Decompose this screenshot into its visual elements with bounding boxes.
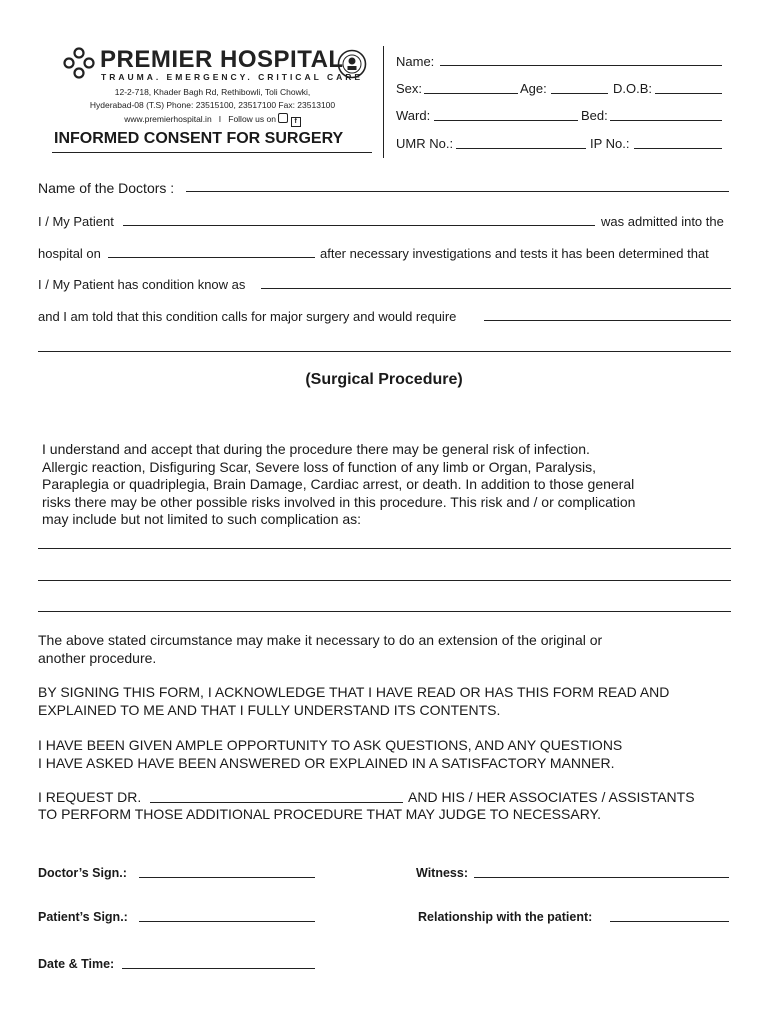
doctor-sign-label: Doctor’s Sign.: [38, 866, 127, 880]
datetime-label: Date & Time: [38, 957, 115, 971]
request-line2: TO PERFORM THOSE ADDITIONAL PROCEDURE THAT MAY JUDGE TO NECESSARY. [38, 806, 601, 822]
hospital-logo-icon [62, 46, 96, 85]
condition-label: I / My Patient has condition know as [38, 277, 246, 292]
bed-label: Bed: [581, 108, 608, 123]
umr-field[interactable] [456, 148, 586, 149]
questions-paragraph: I HAVE BEEN GIVEN AMPLE OPPORTUNITY TO ASK QUESTIONS, AND ANY QUESTIONS I HAVE ASKED HAVE BEEN ANSWERED OR EXPLAINED IN A SATISFACTORY MANNER. [38, 737, 623, 771]
hospital-address-line2: Hyderabad-08 (T.S) Phone: 23515100, 23517100 Fax: 23513100 [89, 100, 336, 110]
hospital-tagline: TRAUMA. EMERGENCY. CRITICAL CARE [101, 72, 364, 82]
witness-field[interactable] [474, 877, 729, 878]
hospital-web-line: www.premierhospital.in I Follow us on f [50, 113, 375, 127]
name-label: Name: [396, 54, 435, 69]
complication-field-1[interactable] [38, 548, 731, 549]
datetime-field[interactable] [122, 968, 315, 969]
ward-field[interactable] [434, 120, 578, 121]
witness-label: Witness: [416, 866, 468, 880]
admitted-label: was admitted into the [601, 214, 724, 229]
complication-field-3[interactable] [38, 611, 731, 612]
patient-sign-label: Patient’s Sign.: [38, 910, 128, 924]
hospital-name: PREMIER HOSPITAL [100, 46, 344, 73]
hospital-website: www.premierhospital.in [124, 114, 212, 124]
investigations-text: after necessary investigations and tests it has been determined that [320, 246, 709, 261]
bed-field[interactable] [610, 120, 722, 121]
surgical-procedure-field[interactable] [38, 351, 731, 352]
umr-label: UMR No.: [396, 136, 454, 151]
surgery-field[interactable] [484, 320, 731, 321]
patient-label: I / My Patient [38, 214, 114, 229]
major-surgery-label: and I am told that this condition calls for major surgery and would require [38, 309, 457, 324]
ip-field[interactable] [634, 148, 722, 149]
doctors-label: Name of the Doctors : [38, 180, 175, 196]
title-underline [52, 152, 372, 153]
request-suffix: AND HIS / HER ASSOCIATES / ASSISTANTS [408, 789, 695, 805]
admission-date-field[interactable] [108, 257, 315, 258]
age-field[interactable] [551, 93, 608, 94]
dob-label: D.O.B: [613, 81, 653, 96]
instagram-icon [278, 113, 288, 123]
acknowledge-paragraph: BY SIGNING THIS FORM, I ACKNOWLEDGE THAT I HAVE READ OR HAS THIS FORM READ AND EXPLAINED TO ME AND THAT I FULLY UNDERSTAND ITS CONTENTS. [38, 684, 670, 718]
patient-name-field[interactable] [123, 225, 595, 226]
condition-field[interactable] [261, 288, 731, 289]
sex-label: Sex: [396, 81, 423, 96]
age-label: Age: [520, 81, 547, 96]
extension-paragraph: The above stated circumstance may make it necessary to do an extension of the original or another procedure. [38, 632, 603, 666]
request-doctor-field[interactable] [150, 802, 403, 803]
procedure-heading: (Surgical Procedure) [305, 371, 463, 388]
header-divider [383, 46, 384, 158]
name-field[interactable] [440, 65, 722, 66]
dob-field[interactable] [655, 93, 722, 94]
request-prefix: I REQUEST DR. [38, 789, 142, 805]
patient-sign-field[interactable] [139, 921, 315, 922]
doctors-field[interactable] [186, 191, 729, 192]
ward-label: Ward: [396, 108, 431, 123]
doctor-sign-field[interactable] [139, 877, 315, 878]
relationship-label: Relationship with the patient: [418, 910, 593, 924]
form-title: INFORMED CONSENT FOR SURGERY [54, 130, 344, 147]
risk-paragraph: I understand and accept that during the procedure there may be general risk of infection. Allergic reaction, Disfiguring Scar, Severe loss of function of any limb or Organ, Paralysis, Paraplegia or quadriplegia, Brain Damage, Cardiac arrest, or death. In addition to those general risks there may be other possible risks involved in this procedure. This risk and / or complication may include but not limited to such complication as: [42, 441, 636, 527]
facebook-icon: f [291, 117, 301, 127]
follow-us-label: Follow us on [228, 114, 276, 124]
complication-field-2[interactable] [38, 580, 731, 581]
hospital-on-label: hospital on [38, 246, 101, 261]
relationship-field[interactable] [610, 921, 729, 922]
ip-label: IP No.: [590, 136, 630, 151]
sex-field[interactable] [424, 93, 518, 94]
hospital-address-line1: 12-2-718, Khader Bagh Rd, Rethibowli, Toli Chowki, [114, 87, 311, 97]
